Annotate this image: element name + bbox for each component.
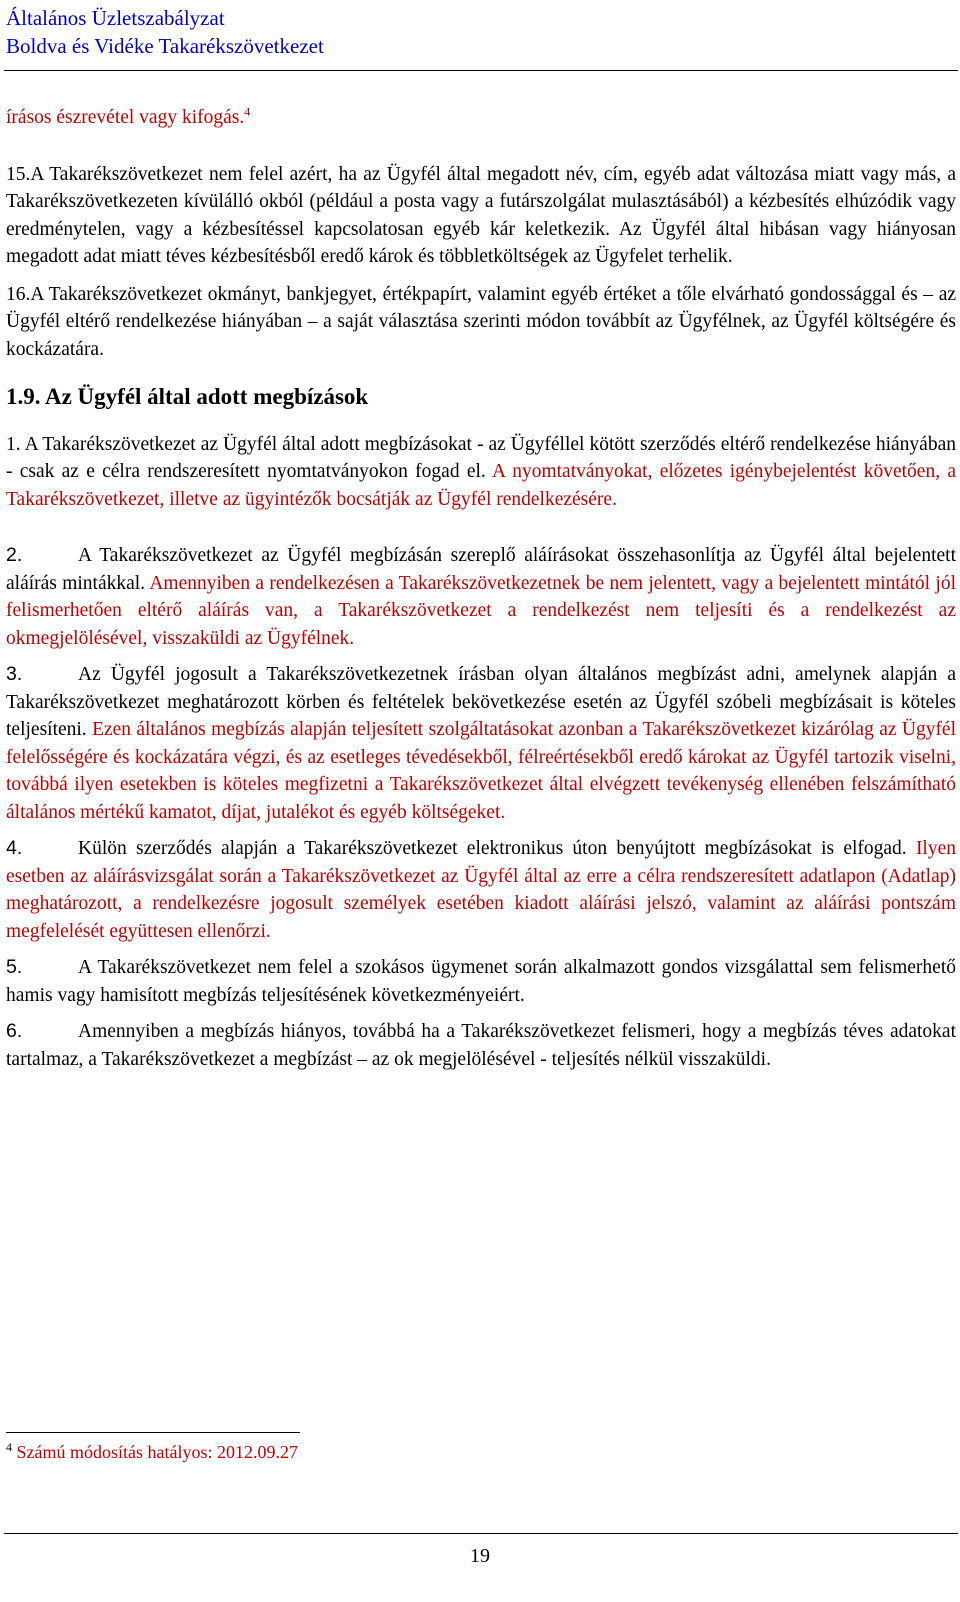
spacer	[6, 132, 956, 161]
paragraph-16-number: 16.	[6, 283, 31, 305]
item-6	[6, 1018, 956, 1073]
spacer	[6, 271, 956, 281]
document-title: Általános Üzletszabályzat	[6, 6, 225, 30]
page-body	[6, 104, 956, 1073]
footnote-reference: 4	[244, 104, 251, 119]
item-4	[6, 835, 956, 945]
item-6-number: 6.	[6, 1020, 23, 1042]
footnote	[6, 1440, 298, 1464]
continuation-line	[6, 104, 956, 132]
item-1-text-amended: A nyomtatványokat, előzetes igénybejelentést követően, a Takarékszövetkezet, illetve az ügyintézők bocsátják az Ügyfél rendelkezésére.	[6, 461, 956, 510]
footnote-text: Számú módosítás hatályos: 2012.09.27	[16, 1442, 298, 1462]
spacer	[6, 652, 956, 661]
footer-divider	[4, 1533, 958, 1534]
spacer	[6, 945, 956, 954]
item-4-text: Külön szerződés alapján a Takarékszövetkezet elektronikus úton benyújtott megbízásokat is elfogad.	[78, 838, 907, 859]
footnote-number: 4	[6, 1440, 12, 1454]
spacer	[6, 411, 956, 431]
header-divider	[4, 70, 958, 71]
spacer	[6, 1009, 956, 1018]
item-5	[6, 954, 956, 1009]
item-4-number: 4.	[6, 837, 23, 859]
paragraph-16	[6, 281, 956, 364]
item-3	[6, 661, 956, 826]
footnote-divider	[6, 1432, 300, 1433]
paragraph-15	[6, 161, 956, 271]
item-2	[6, 542, 956, 652]
paragraph-16-text: A Takarékszövetkezet okmányt, bankjegyet, értékpapírt, valamint egyéb értéket a tőle elvárható gondossággal és – az Ügyfél eltérő rendelkezése hiányában – a saját választása szerinti módon továbbít az Ügyfélnek, az Ügyfél költségére és kockázatára.	[6, 283, 956, 360]
item-3-text: Az Ügyfél jogosult a Takarékszövetkezetnek írásban olyan általános megbízást adni, amelynek alapján a Takarékszövetkezet meghatározott körben és feltételek bekövetkezése esetén az Ügyfél szóbeli megbízásait is köteles teljesíteni.	[6, 664, 956, 740]
paragraph-15-text: A Takarékszövetkezet nem felel azért, ha az Ügyfél által megadott név, cím, egyéb adat változása miatt vagy más, a Takarékszövetkezeten kívülálló okból (például a posta vagy a futárszolgálat mulasztásából) a kézbesítés elhúzódik vagy eredménytelen, vagy a kézbesítéssel kapcsolatosan egyéb kár keletkezik.	[6, 163, 956, 240]
item-2-text: A Takarékszövetkezet az Ügyfél megbízásán szereplő aláírásokat összehasonlítja az Ügyfél által bejelentett aláírás mintákkal.	[6, 545, 956, 594]
item-4-text-amended: Ilyen esetben az aláírásvizsgálat során a Takarékszövetkezet az Ügyfél által az erre a célra rendszeresített adatlapon (Adatlap) meghatározott, a rendelkezésre jogosult személyek esetében kiadott aláírási jelszó, valamint az aláírási pontszám megfelelését együttesen ellenőrzi.	[6, 838, 957, 942]
item-1	[6, 431, 956, 514]
spacer	[6, 826, 956, 835]
item-3-text-amended: Ezen általános megbízás alapján teljesített szolgáltatásokat azonban a Takarékszövetkezet kizárólag az Ügyfél felelősségére és kockázatára végzi, és az esetleges tévedésekből, félreértésekből eredő károkat az Ügyfél tartozik viselni, továbbá ilyen esetekben is köteles megfizetni a Takarékszövetkezet által elvégzett tevékenység ellenében felszámítható általános mértékű kamatot, díjat, jutalékot és egyéb költségeket.	[6, 719, 957, 823]
paragraph-15-number: 15.	[6, 163, 31, 185]
item-2-number: 2.	[6, 544, 23, 566]
item-5-number: 5.	[6, 956, 23, 978]
item-2-text-amended: Amennyiben a rendelkezésen a Takarékszövetkezetnek be nem jelentett, vagy a bejelentett mintától jól felismerhetően eltérő aláírás van, a Takarékszövetkezet a rendelkezést nem teljesíti és a rendelkezést az okmegjelölésével, visszaküldi az Ügyfélnek.	[6, 572, 957, 649]
continuation-text: írásos észrevétel vagy kifogás.	[6, 107, 245, 128]
item-6-text: Amennyiben a megbízás hiányos, továbbá ha a Takarékszövetkezet felismeri, hogy a megbízás téves adatokat tartalmaz, a Takarékszövetkezet a megbízást – az ok megjelölésével - teljesítés nélkül visszaküldi.	[6, 1021, 956, 1070]
item-5-text: A Takarékszövetkezet nem felel a szokásos ügymenet során alkalmazott gondos vizsgálattal sem felismerhető hamis vagy hamisított megbízás teljesítésének következményeiért.	[6, 957, 956, 1006]
page-header	[6, 4, 958, 60]
page-number: 19	[470, 1545, 490, 1567]
section-heading: 1.9. Az Ügyfél által adott megbízások	[6, 384, 369, 409]
item-1-text: A Takarékszövetkezet az Ügyfél által adott megbízásokat - az Ügyféllel kötött szerződés eltérő rendelkezése hiányában - csak az e célra rendszeresített nyomtatványokon fogad el.	[6, 433, 956, 482]
institution-name: Boldva és Vidéke Takarékszövetkezet	[6, 34, 324, 58]
item-1-number: 1.	[6, 433, 21, 455]
item-3-number: 3.	[6, 663, 23, 685]
spacer	[6, 363, 956, 383]
spacer	[6, 513, 956, 542]
paragraph-15-text-amended: Az Ügyfél által hibásan vagy hiányosan megadott adat miatt téves kézbesítésből eredő károk és többletköltségek az Ügyfelet terhelik.	[6, 218, 956, 267]
